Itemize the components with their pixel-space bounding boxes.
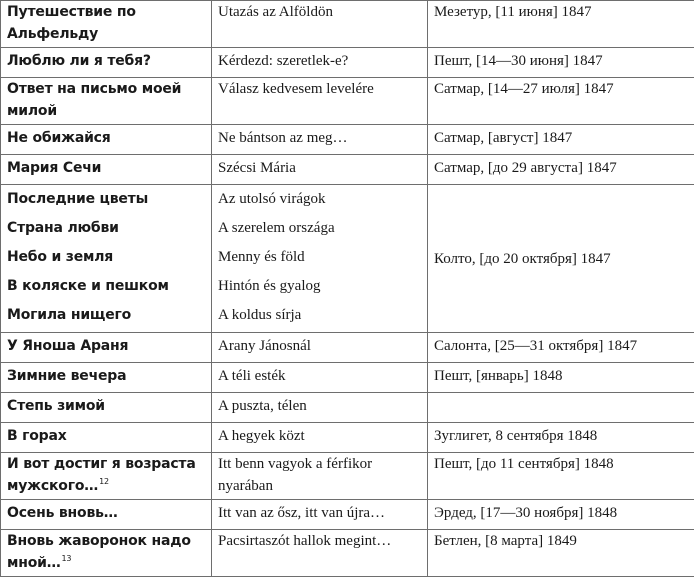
place-date: Сатмар, [14—27 июля] 1847 — [428, 78, 694, 125]
hungarian-title-group — [212, 185, 428, 333]
russian-title: Последние цветы — [7, 186, 205, 215]
table-row — [1, 393, 694, 423]
russian-title-text: И вот достиг я возраста мужского… — [7, 456, 196, 494]
hungarian-title: A téli esték — [212, 363, 428, 393]
table-row — [1, 48, 694, 78]
table-row — [1, 155, 694, 185]
hungarian-title: Hintón és gyalog — [218, 273, 421, 302]
hungarian-title: Pacsirtaszót hallok megint… — [212, 530, 428, 577]
russian-title — [1, 453, 212, 500]
table-row-group — [1, 185, 694, 333]
hungarian-title: Itt benn vagyok a férfikor nyarában — [212, 453, 428, 500]
russian-title: Мария Сечи — [1, 155, 212, 185]
hungarian-title: Ne bántson az meg… — [212, 125, 428, 155]
place-date: Бетлен, [8 марта] 1849 — [428, 530, 694, 577]
table-row — [1, 453, 694, 500]
russian-title: Страна любви — [7, 215, 205, 244]
russian-title: Не обижайся — [1, 125, 212, 155]
table-row — [1, 530, 694, 577]
hungarian-title: Utazás az Alföldön — [212, 1, 428, 48]
russian-title: Люблю ли я тебя? — [1, 48, 212, 78]
hungarian-title: Az utolsó virágok — [218, 186, 421, 215]
place-date: Салонта, [25—31 октября] 1847 — [428, 333, 694, 363]
table-row — [1, 333, 694, 363]
place-date: Колто, [до 20 октября] 1847 — [428, 185, 694, 333]
place-date: Пешт, [14—30 июня] 1847 — [428, 48, 694, 78]
russian-title: Степь зимой — [1, 393, 212, 423]
hungarian-title: Itt van az ősz, itt van újra… — [212, 500, 428, 530]
hungarian-title: A hegyek közt — [212, 423, 428, 453]
russian-title: В коляске и пешком — [7, 273, 205, 302]
table-row — [1, 1, 694, 48]
russian-title-text: Вновь жаворонок надо мной… — [7, 533, 191, 571]
hungarian-title: Kérdezd: szeretlek-e? — [212, 48, 428, 78]
table-row — [1, 125, 694, 155]
hungarian-title: A puszta, télen — [212, 393, 428, 423]
hungarian-title: A szerelem országa — [218, 215, 421, 244]
footnote-marker: 13 — [62, 554, 72, 563]
footnote-marker: 12 — [99, 477, 109, 486]
place-date — [428, 393, 694, 423]
table-row — [1, 423, 694, 453]
place-date: Мезетур, [11 июня] 1847 — [428, 1, 694, 48]
place-date: Эрдед, [17—30 ноября] 1848 — [428, 500, 694, 530]
hungarian-title: Arany Jánosnál — [212, 333, 428, 363]
russian-title — [1, 530, 212, 577]
russian-title: Осень вновь… — [1, 500, 212, 530]
place-date: Сатмар, [август] 1847 — [428, 125, 694, 155]
table-row — [1, 78, 694, 125]
russian-title: Ответ на письмо моей милой — [1, 78, 212, 125]
hungarian-title: Szécsi Mária — [212, 155, 428, 185]
russian-title: В горах — [1, 423, 212, 453]
place-date: Сатмар, [до 29 августа] 1847 — [428, 155, 694, 185]
russian-title: Небо и земля — [7, 244, 205, 273]
russian-title-group — [1, 185, 212, 333]
place-date: Пешт, [до 11 сентября] 1848 — [428, 453, 694, 500]
hungarian-title: Válasz kedvesem levelére — [212, 78, 428, 125]
table-row — [1, 500, 694, 530]
place-date: Пешт, [январь] 1848 — [428, 363, 694, 393]
table-row — [1, 363, 694, 393]
hungarian-title: Menny és föld — [218, 244, 421, 273]
russian-title: Путешествие по Альфельду — [1, 1, 212, 48]
place-date: Зуглигет, 8 сентября 1848 — [428, 423, 694, 453]
russian-title: Могила нищего — [7, 302, 205, 331]
hungarian-title: A koldus sírja — [218, 302, 421, 331]
russian-title: Зимние вечера — [1, 363, 212, 393]
russian-title: У Яноша Араня — [1, 333, 212, 363]
